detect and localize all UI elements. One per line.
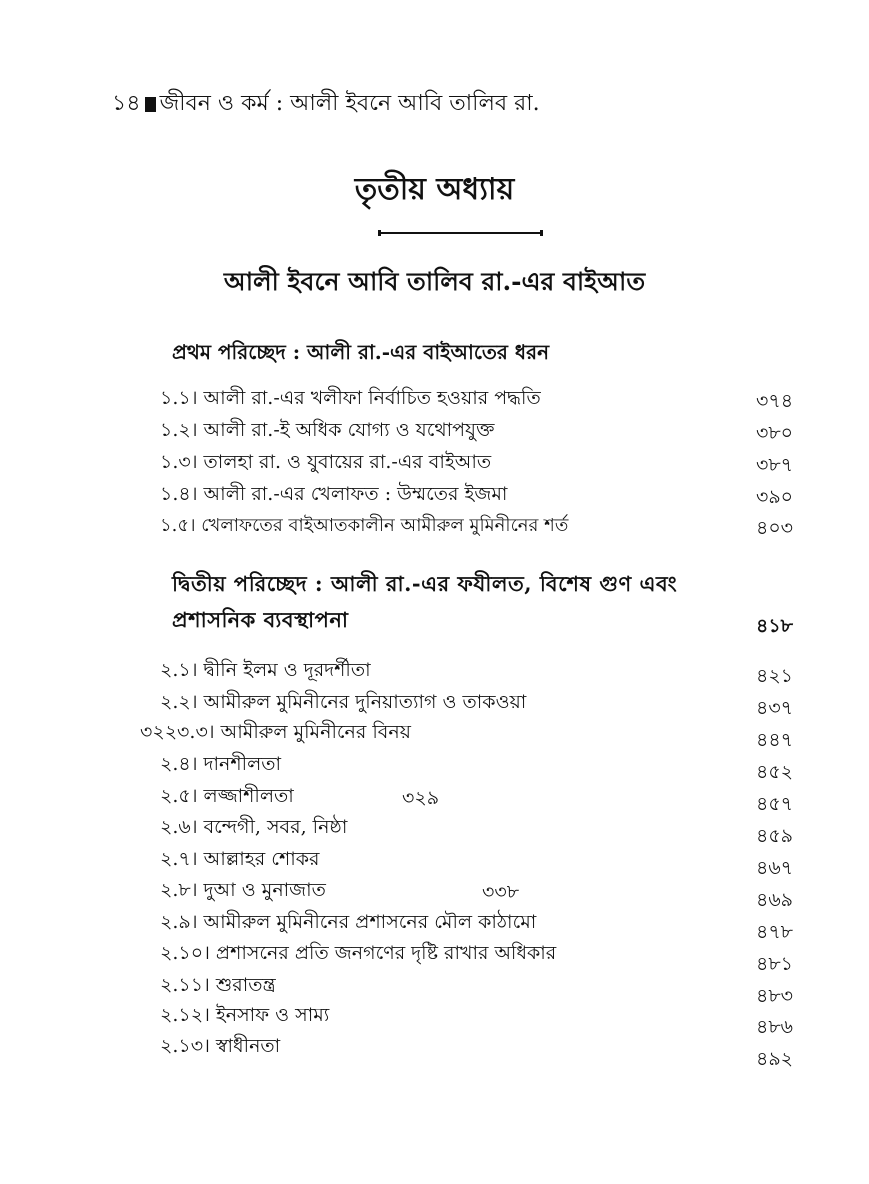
toc-page-2-5: ৪৫৭ <box>756 793 794 815</box>
toc-page-2-6: ৪৫৯ <box>756 825 793 847</box>
section-2-title-line2: প্রশাসনিক ব্যবস্থাপনা <box>172 607 349 632</box>
title-divider <box>378 232 543 234</box>
toc-item-2-11: ২.১১। শুরাতন্ত্র <box>160 974 276 996</box>
stray-number-2-5: ৩২৯ <box>402 787 440 809</box>
toc-page-2-10: ৪৮১ <box>756 953 793 975</box>
toc-page-1-1: ৩৭৪ <box>756 390 794 412</box>
toc-page-2-9: ৪৭৮ <box>756 921 794 943</box>
toc-page-2-4: ৪৫২ <box>756 761 794 783</box>
toc-item-2-3: ৩২২৩.৩। আমীরুল মুমিনীনের বিনয় <box>140 721 411 743</box>
toc-page-2-3: ৪৪৭ <box>756 729 794 751</box>
toc-page-1-3: ৩৮৭ <box>756 454 794 476</box>
toc-page-2-2: ৪৩৭ <box>756 697 794 719</box>
toc-item-1-3: ১.৩। তালহা রা. ও যুবায়ের রা.-এর বাইআত <box>160 451 492 473</box>
toc-item-2-12: ২.১২। ইনসাফ ও সাম্য <box>160 1004 330 1026</box>
section-2-title-line1: দ্বিতীয় পরিচ্ছেদ : আলী রা.-এর ফযীলত, বিশেষ গুণ এবং <box>172 571 678 596</box>
toc-page-1-2: ৩৮০ <box>756 422 794 444</box>
toc-page-2-12: ৪৮৬ <box>756 1016 794 1038</box>
page-number: ১৪ <box>112 91 141 116</box>
running-title: জীবন ও কর্ম : আলী ইবনে আবি তালিব রা. <box>159 91 540 116</box>
toc-page-2-11: ৪৮৩ <box>756 985 794 1007</box>
toc-page-2-13: ৪৯২ <box>756 1048 794 1070</box>
toc-item-2-5: ২.৫। লজ্জাশীলতা <box>160 785 294 807</box>
square-bullet-icon <box>145 97 156 112</box>
section-2-title-page: ৪১৮ <box>756 615 793 637</box>
toc-item-1-1: ১.১। আলী রা.-এর খলীফা নির্বাচিত হওয়ার পদ্ধতি <box>160 387 541 409</box>
toc-item-2-2: ২.২। আমীরুল মুমিনীনের দুনিয়াত্যাগ ও তাকওয়া <box>160 691 527 713</box>
toc-page-1-5: ৪০৩ <box>756 517 794 539</box>
toc-item-2-10: ২.১০। প্রশাসনের প্রতি জনগণের দৃষ্টি রাখার অধিকার <box>160 942 557 964</box>
toc-page-2-7: ৪৬৭ <box>756 857 794 879</box>
stray-number-2-8: ৩৩৮ <box>482 881 520 903</box>
toc-item-1-5: ১.৫। খেলাফতের বাইআতকালীন আমীরুল মুমিনীনের শর্ত <box>160 515 569 536</box>
toc-page-2-1: ৪২১ <box>756 665 794 687</box>
toc-item-2-13: ২.১৩। স্বাধীনতা <box>160 1035 281 1057</box>
toc-item-2-4: ২.৪। দানশীলতা <box>160 753 281 775</box>
toc-item-2-7: ২.৭। আল্লাহর শোকর <box>160 848 320 870</box>
toc-item-2-9: ২.৯। আমীরুল মুমিনীনের প্রশাসনের মৌল কাঠামো <box>160 911 537 933</box>
chapter-title: তৃতীয় অধ্যায় <box>354 172 515 207</box>
toc-item-1-2: ১.২। আলী রা.-ই অধিক যোগ্য ও যথোপযুক্ত <box>160 419 495 441</box>
toc-item-1-4: ১.৪। আলী রা.-এর খেলাফত : উম্মতের ইজমা <box>160 483 508 505</box>
section-1-title: প্রথম পরিচ্ছেদ : আলী রা.-এর বাইআতের ধরন <box>172 340 550 364</box>
chapter-subtitle: আলী ইবনে আবি তালিব রা.-এর বাইআত <box>223 267 646 296</box>
toc-item-2-6: ২.৬। বন্দেগী, সবর, নিষ্ঠা <box>160 816 348 838</box>
toc-page-1-4: ৩৯০ <box>756 486 794 508</box>
toc-page-2-8: ৪৬৯ <box>756 889 794 911</box>
running-header <box>112 86 540 123</box>
toc-item-2-8: ২.৮। দুআ ও মুনাজাত <box>160 879 326 901</box>
toc-item-2-1: ২.১। দ্বীনি ইলম ও দূরদর্শীতা <box>160 659 371 681</box>
